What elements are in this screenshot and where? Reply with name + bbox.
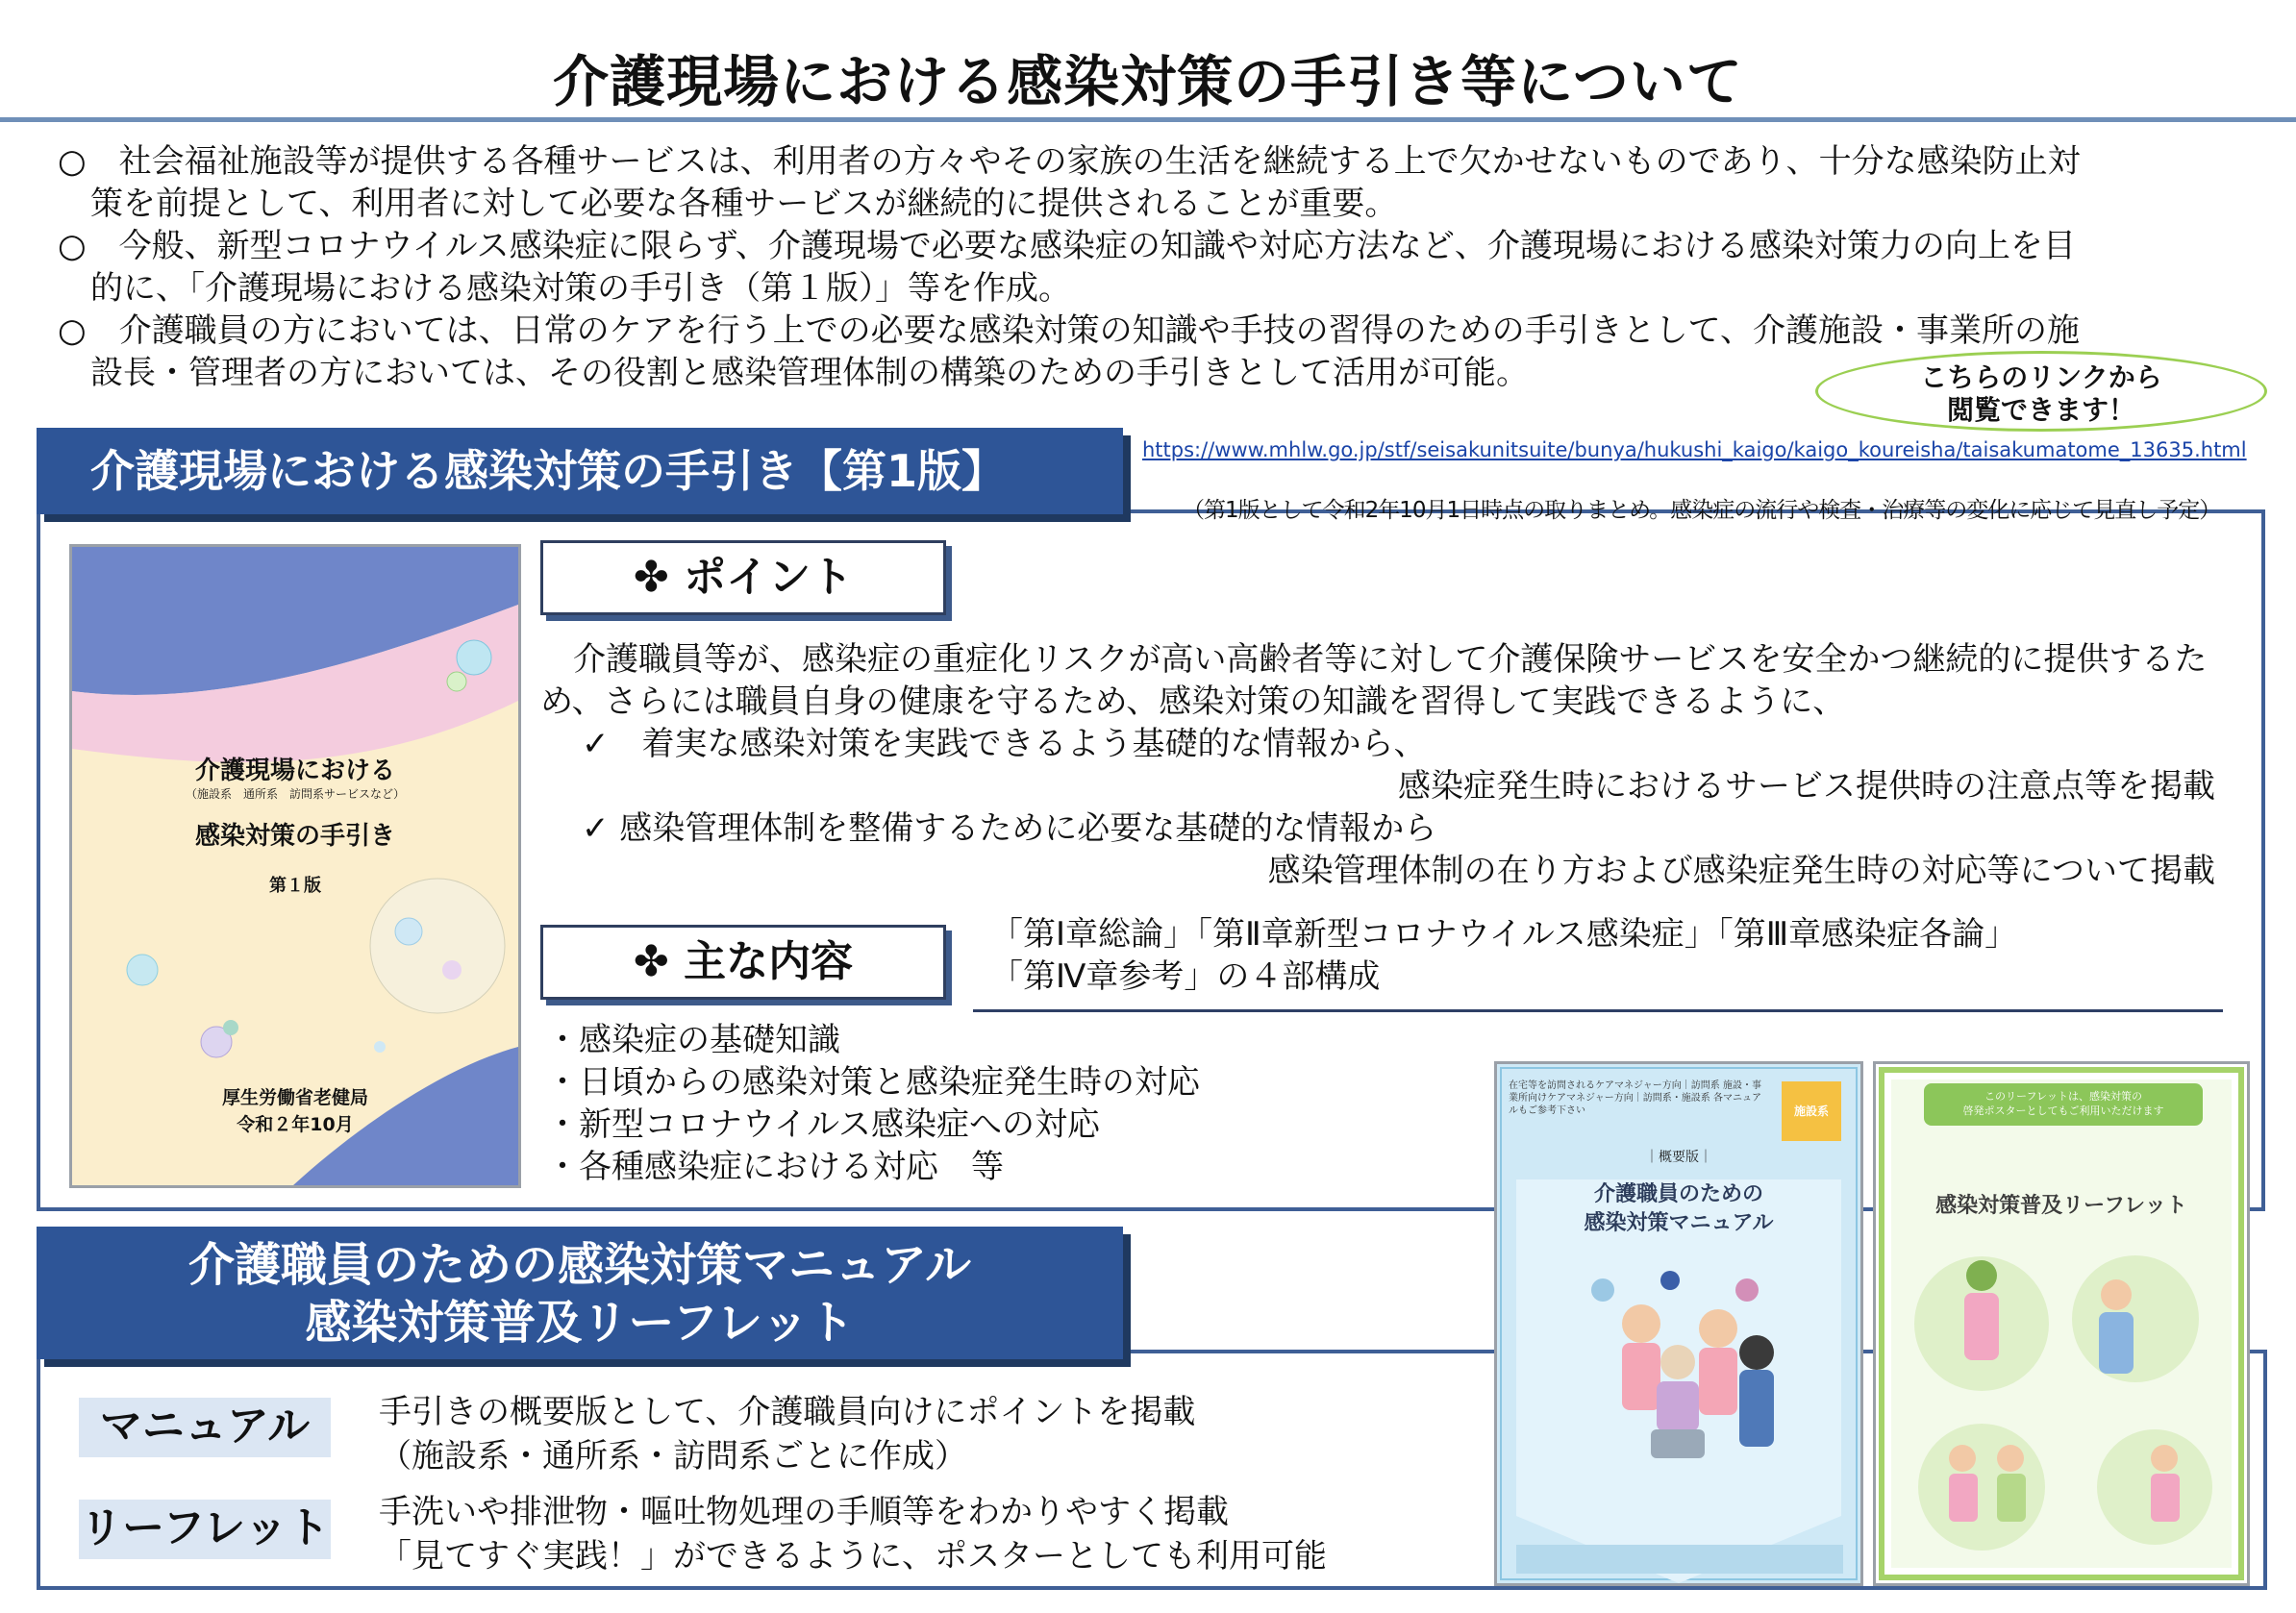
intro-paragraph-1 [58,140,2269,225]
section2-heading-line1: 介護職員のための感染対策マニュアル [187,1238,972,1292]
intro-1-lead: ○ 社会福祉施設等が提供する各種サービスは、利用者の方々やその家族の生活を継続する上で欠かせないものであり、十分な感染防止対 [58,142,2081,181]
section2-heading [37,1227,1123,1359]
manual-cover-title2: 感染対策マニュアル [1584,1211,1774,1235]
manual-cover-header: 在宅等を訪問されるケアマネジャー方向｜訪問系 施設・事業所向けケアマネジャー方向｜訪問系・施設系 各マニュアルもご参考下さい [1509,1080,1761,1116]
leaflet-text-line1: 手洗いや排泄物・嘔吐物処理の手順等をわかりやすく掲載 [379,1493,1229,1531]
check-item-1-b: 感染症発生時におけるサービス提供時の注意点等を掲載 [1398,767,2215,806]
intro-3-cont: 設長・管理者の方においては、その役割と感染管理体制の構築のための手引きとして活用が可能。 [90,354,1529,392]
point-tag: ✤ ポイント [540,540,946,615]
intro-2-lead: ○ 今般、新型コロナウイルス感染症に限らず、介護現場で必要な感染症の知識や対応方法など、介護現場における感染対策力の向上を目 [58,227,2076,265]
check-item-1-a: ✓ 着実な感染対策を実践できるよう基礎的な情報から、 [582,725,1427,763]
check-item-2-a: ✓ 感染管理体制を整備するために必要な基礎的な情報から [582,809,1437,848]
leaflet-cover-image [1873,1061,2250,1586]
cover-title-line1: 介護現場における [194,757,395,785]
check-item-2-b: 感染管理体制の在り方および感染症発生時の対応等について掲載 [1267,852,2215,890]
intro-2-cont: 的に、「介護現場における感染対策の手引き（第１版）」等を作成。 [90,269,1071,308]
manual-text-line2: （施設系・通所系・訪問系ごとに作成） [379,1437,967,1476]
content-bullets [546,1019,1200,1188]
leaflet-text-line2: 「見てすぐ実践！」ができるように、ポスターとしても利用可能 [379,1537,1327,1576]
intro-3-lead: ○ 介護職員の方においては、日常のケアを行う上での必要な感染対策の知識や手技の習得のための手引きとして、介護施設・事業所の施 [58,311,2080,350]
leaflet-banner-line1: このリーフレットは、感染対策の [1984,1090,2142,1103]
leaflet-cover-banner [1924,1089,2203,1118]
intro-1-cont: 策を前提として、利用者に対して必要な各種サービスが継続的に提供されることが重要。 [90,185,1398,223]
title-divider [0,117,2296,122]
manual-cover-badge: 施設系 [1793,1104,1829,1118]
section1-heading: 介護現場における感染対策の手引き【第1版】 [37,428,1123,514]
leaflet-cover-title: 感染対策普及リーフレット [1935,1194,2187,1218]
link-callout-bubble [1815,351,2267,432]
manual-description [379,1390,1195,1478]
manual-cover-image [1494,1061,1863,1586]
bullet-item: ・新型コロナウイルス感染症への対応 [546,1105,1100,1144]
bullet-item: ・感染症の基礎知識 [546,1021,840,1059]
leaflet-label: リーフレット [79,1500,331,1559]
cover-subtitle: （施設系 通所系 訪問系サービスなど） [185,787,405,801]
manual-text-line1: 手引きの概要版として、介護職員向けにポイントを掲載 [379,1393,1196,1431]
chapter-underline [973,1009,2223,1012]
point-text: 介護職員等が、感染症の重症化リスクが高い高齢者等に対して介護保険サービスを安全かつ継続的に提供するため、さらには職員自身の健康を守るため、感染対策の知識を習得して実践できるように、 [540,640,2208,721]
chapter-line-2: 「第Ⅳ章参考」の４部構成 [990,957,1381,996]
page-title: 介護現場における感染対策の手引き等について [553,49,1743,114]
leaflet-banner-line2: 啓発ポスターとしてもご利用いただけます [1962,1104,2164,1117]
manual-cover-art [1497,1064,1860,1583]
leaflet-description [379,1490,1327,1578]
callout-line-1: こちらのリンクから [1920,361,2162,393]
bullet-item: ・日頃からの感染対策と感染症発生時の対応 [546,1063,1200,1102]
manual-cover-kicker: ｜概要版｜ [1645,1150,1712,1165]
cover-title-line2: 感染対策の手引き [194,822,395,851]
bullet-item: ・各種感染症における対応 等 [546,1148,1004,1186]
leaflet-cover-art [1876,1064,2247,1583]
manual-cover-title1: 介護職員のための [1593,1182,1763,1206]
chapter-line-1: 「第Ⅰ章総論」「第Ⅱ章新型コロナウイルス感染症」「第Ⅲ章感染症各論」 [990,915,2018,954]
callout-line-2: 閲覧できます！ [1946,394,2135,426]
content-tag: ✤ 主な内容 [540,925,946,1000]
section2-heading-line2: 感染対策普及リーフレット [305,1296,855,1350]
manual-label: マニュアル [79,1398,331,1457]
intro-paragraph-2 [58,225,2269,310]
cover-edition: 第１版 [269,876,321,896]
chapter-list [990,913,2017,998]
section1-note: （第1版として令和2年10月1日時点の取りまとめ。感染症の流行や検査・治療等の変化に応じて見直し予定） [1183,498,2221,523]
cover-publisher: 厚生労働省老健局 [221,1087,368,1108]
guide-link[interactable]: https://www.mhlw.go.jp/stf/seisakunitsuite/bunya/hukushi_kaigo/kaigo_koureisha/taisakumatome_13635.html [1142,438,2247,461]
cover-date: 令和２年10月 [237,1114,354,1135]
